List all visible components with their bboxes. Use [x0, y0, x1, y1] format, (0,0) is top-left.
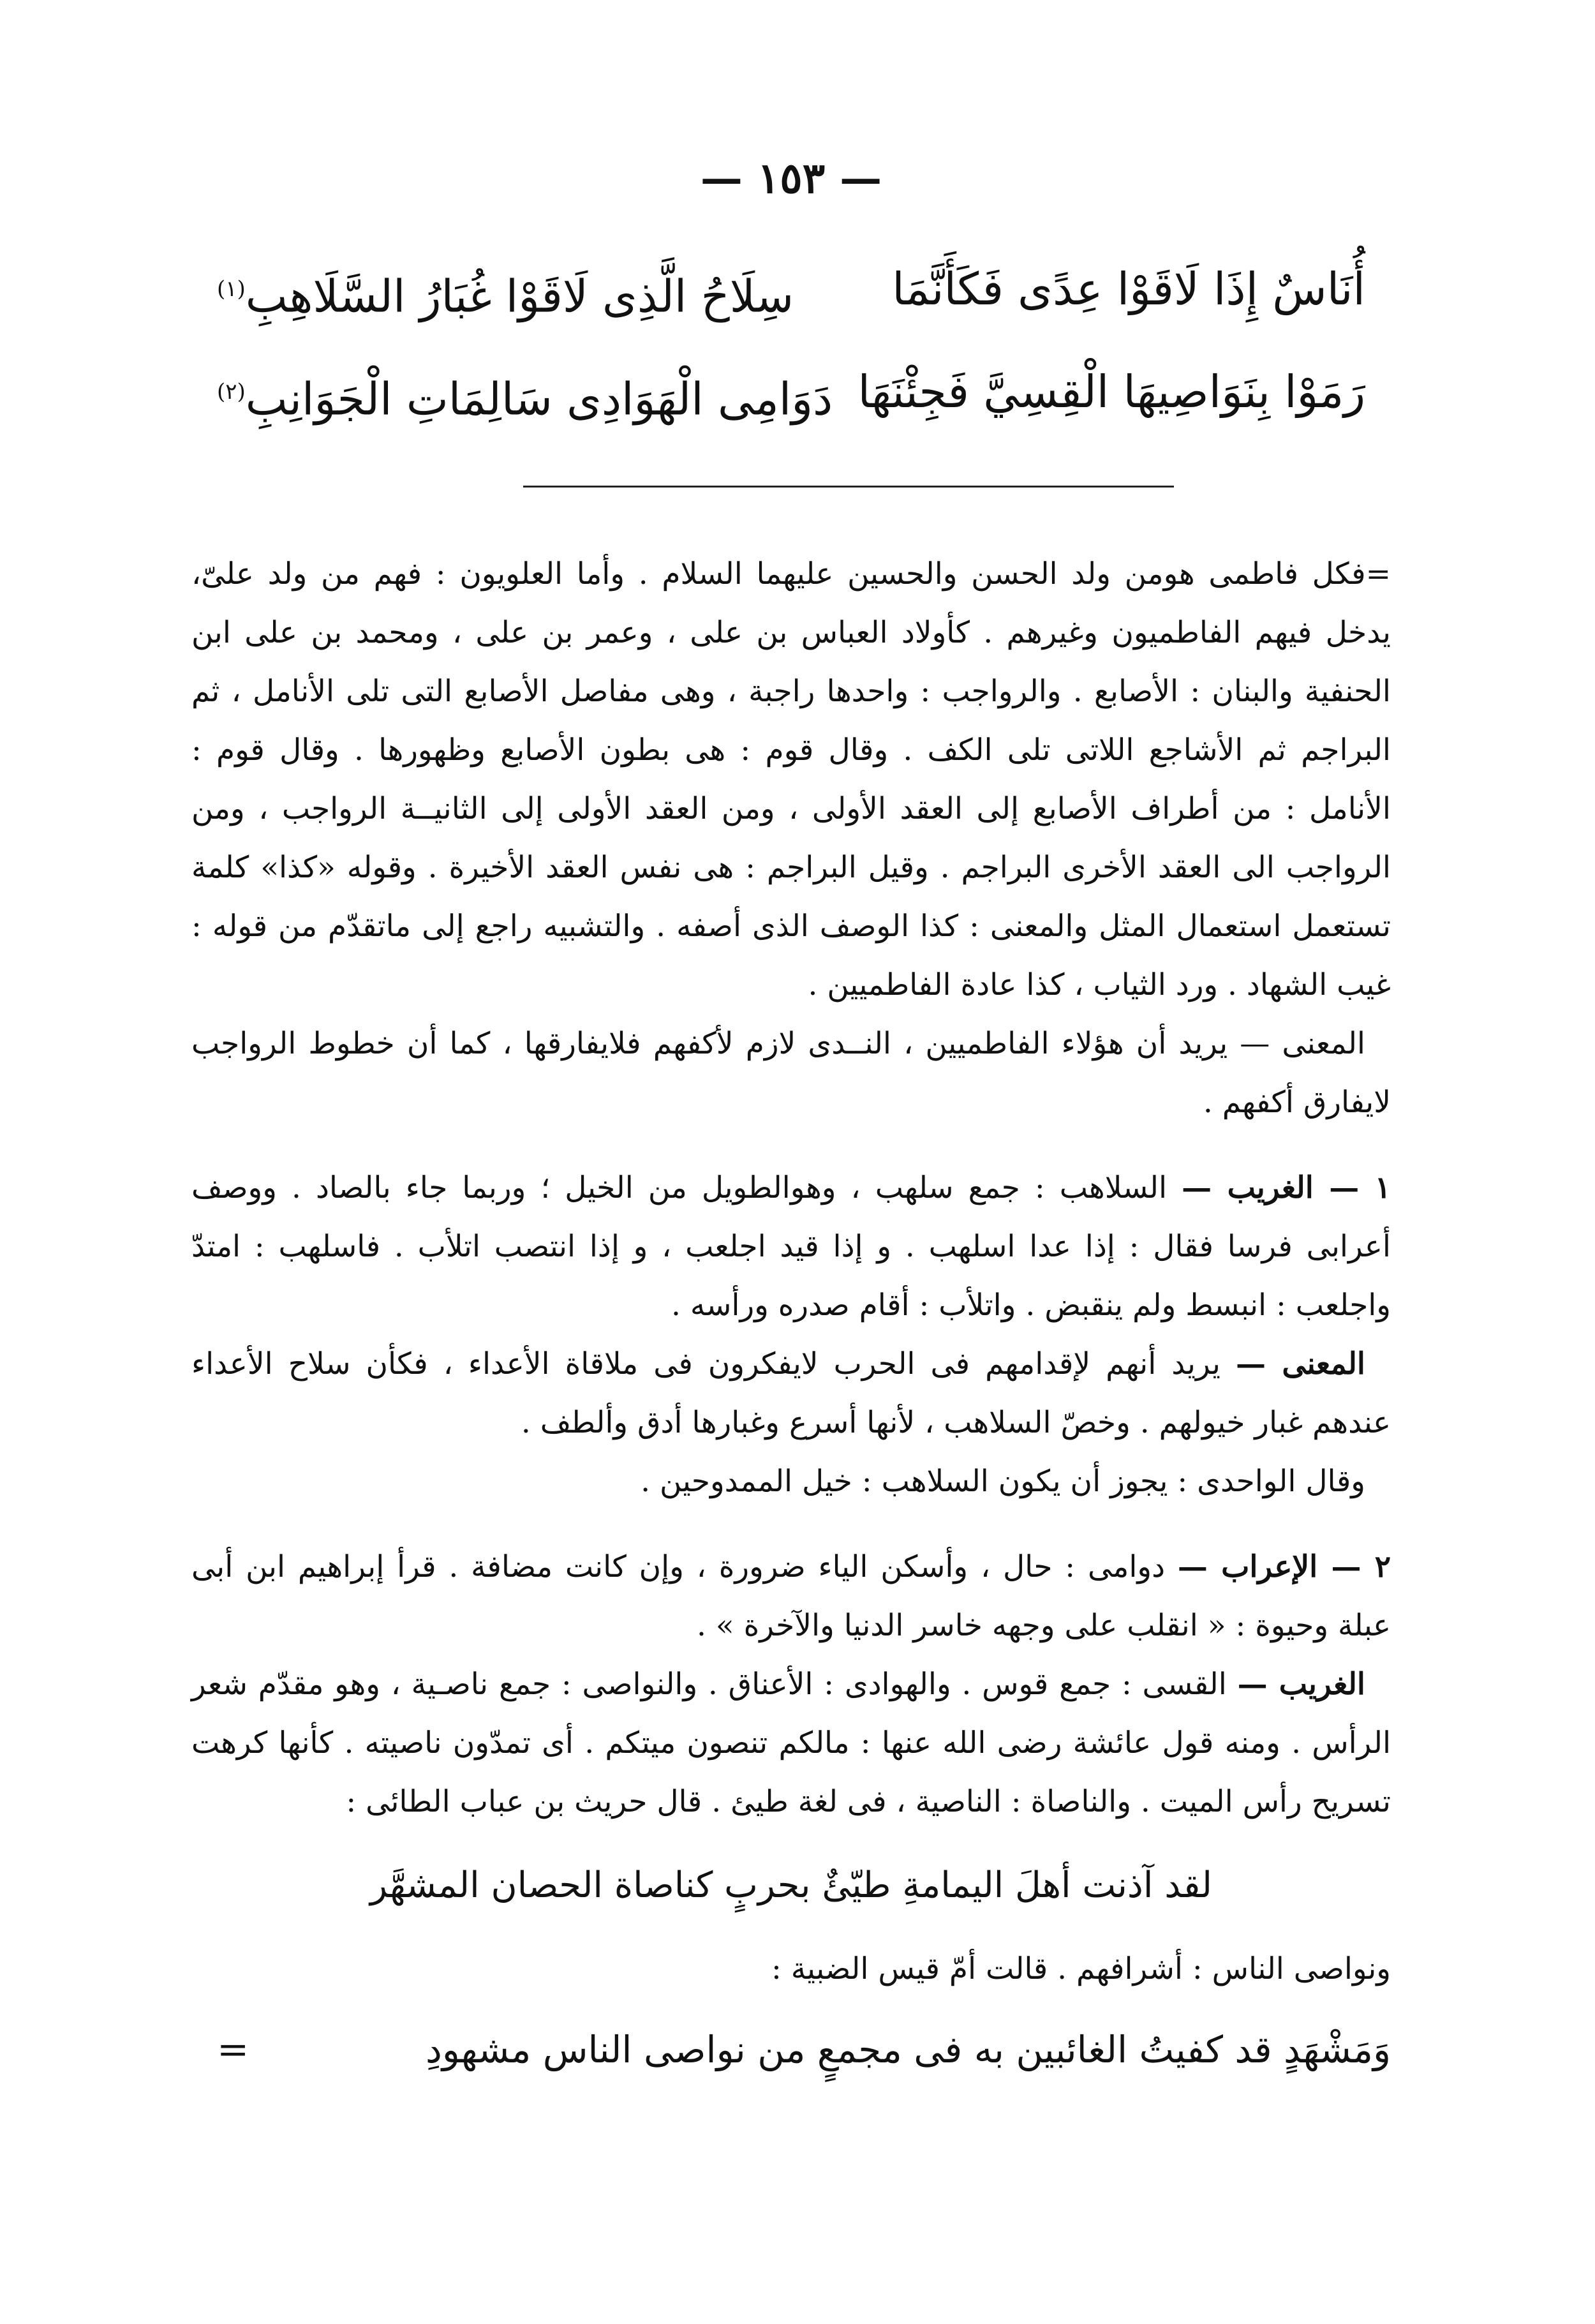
commentary-meaning: المعنى — يريد أن هؤلاء الفاطميين ، النــدى لازم لأكفهم فلايفارقها ، كما أن خطوط الرواجب لايفارق أكفهم .: [191, 1025, 1391, 1120]
verse-2-second-hemistich: [217, 344, 833, 447]
note-1-wahidi: وقال الواحدى : يجوز أن يكون السلاهب : خيل الممدوحين .: [641, 1463, 1365, 1499]
footnote-divider: [523, 486, 1174, 488]
note-2-irab: [191, 1538, 1391, 1655]
footnote-1: [191, 1159, 1391, 1511]
note-1-meaning-head: المعنى —: [1236, 1346, 1365, 1382]
note-2-poem: لقد آذنت أهلَ اليمامةِ طيّئٌ بحربٍ كناصاة الحصان المشهَّر: [370, 1864, 1212, 1906]
note-2-final-verse-row: [191, 2005, 1391, 2094]
note-2-gharib-text: القسى : جمع قوس . والهوادى : الأعناق . والنواصى : جمع ناصـية ، وهو مقدّم شعر الرأس . ومنه قول عائشة رضى الله عنها : مالكم تنصون ميتكم . أى تمدّون ناصيته . كأنها كرهت تسريح رأس الميت . والناصاة : الناصية ، فى لغة طيئ . قال حريث بن عباب الطائى :: [191, 1666, 1391, 1819]
verse-1-second-hemistich: [217, 241, 794, 344]
note-2-head: ٢ — الإعراب —: [1177, 1549, 1391, 1584]
page-number: — ١٥٣ —: [700, 153, 882, 203]
note-2-final-verse: وَمَشْهَدٍ قد كفيتُ الغائبين به فى مجمعٍ من نواصى الناس مشهودِ: [425, 2027, 1391, 2071]
note-1-meaning-text: يريد أنهم لإقدامهم فى الحرب لايفكرون فى ملاقاة الأعداء ، فكأن سلاح الأعداء عندهم غبار خيولهم . وخصّ السلاهب ، لأنها أسرع وغبارها أدق وألطف .: [191, 1346, 1391, 1440]
note-2-gharib: [191, 1655, 1391, 1831]
continuation-mark: =: [217, 2027, 249, 2072]
verse-2-first-hemistich: رَمَوْا بِنَوَاصِيهَا الْقِسِيَّ فَجِئْنَهَا: [857, 366, 1365, 419]
footnote-2: [191, 1538, 1391, 2094]
note-2-text: دوامى : حال ، وأسكن الياء ضرورة ، وإن كانت مضافة . قرأ إبراهيم ابن أبى عبلة وحيوة : « انقلب على وجهه خاسر الدنيا والآخرة » .: [191, 1549, 1391, 1643]
footnote-marker-1: (١): [217, 276, 246, 302]
verse-2-second-text: دَوَامِى الْهَوَادِى سَالِمَاتِ الْجَوَانِبِ: [245, 373, 833, 426]
note-1-text: السلاهب : جمع سلهب ، وهوالطويل من الخيل ؛ وربما جاء بالصاد . ووصف أعرابى فرسا فقال : إذا عدا اسلهب . و إذا قيد اجلعب ، و إذا انتصب اتلأب . فاسلهب : امتدّ واجلعب : انبسط ولم ينقبض . واتلأب : أقام صدره ورأسه .: [191, 1170, 1391, 1323]
commentary-paragraph-1: =فكل فاطمى هومن ولد الحسن والحسين عليهما السلام . وأما العلويون : فهم من ولد علىّ، يدخل فيهم الفاطميون وغيرهم . كأولاد العباس بن على ، وعمر بن على ، ومحمد بن على ابن الحنفية والبنان : الأصابع . والرواجب : واحدها راجبة ، وهى مفاصل الأصابع التى تلى الأنامل ، ثم البراجم ثم الأشاجع اللاتى تلى الكف . وقال قوم : هى بطون الأصابع وظهورها . وقال قوم : الأنامل : من أطراف الأصابع إلى العقد الأولى ، ومن العقد الأولى إلى الثانيــة الرواجب ، ومن الرواجب الى العقد الأخرى البراجم . وقيل البراجم : هى نفس العقد الأخيرة . وقوله «كذا» كلمة تستعمل استعمال المثل والمعنى : كذا الوصف الذى أصفه . والتشبيه راجع إلى ماتقدّم من قوله : غيب الشهاد . ورد الثياب ، كذا عادة الفاطميين .: [191, 556, 1391, 1002]
verse-line-1: [191, 241, 1391, 344]
note-1-meaning: [191, 1335, 1391, 1452]
footnote-marker-2: (٢): [217, 379, 246, 405]
note-2-gharib-head: الغريب —: [1237, 1666, 1365, 1702]
book-page: [191, 153, 1391, 2094]
note-1-gharib: [191, 1159, 1391, 1335]
note-1-head: ١ — الغريب —: [1182, 1170, 1391, 1205]
verse-1-second-text: سِلَاحُ الَّذِى لَاقَوْا غُبَارُ السَّلَاهِبِ: [245, 270, 794, 323]
note-2-after-poem: ونواصى الناس : أشرافهم . قالت أمّ قيس الضبية :: [771, 1951, 1391, 1986]
verse-line-2: [191, 344, 1391, 447]
verse-1-first-hemistich: أُنَاسٌ إِذَا لَاقَوْا عِدًى فَكَأَنَّمَا: [892, 263, 1365, 315]
